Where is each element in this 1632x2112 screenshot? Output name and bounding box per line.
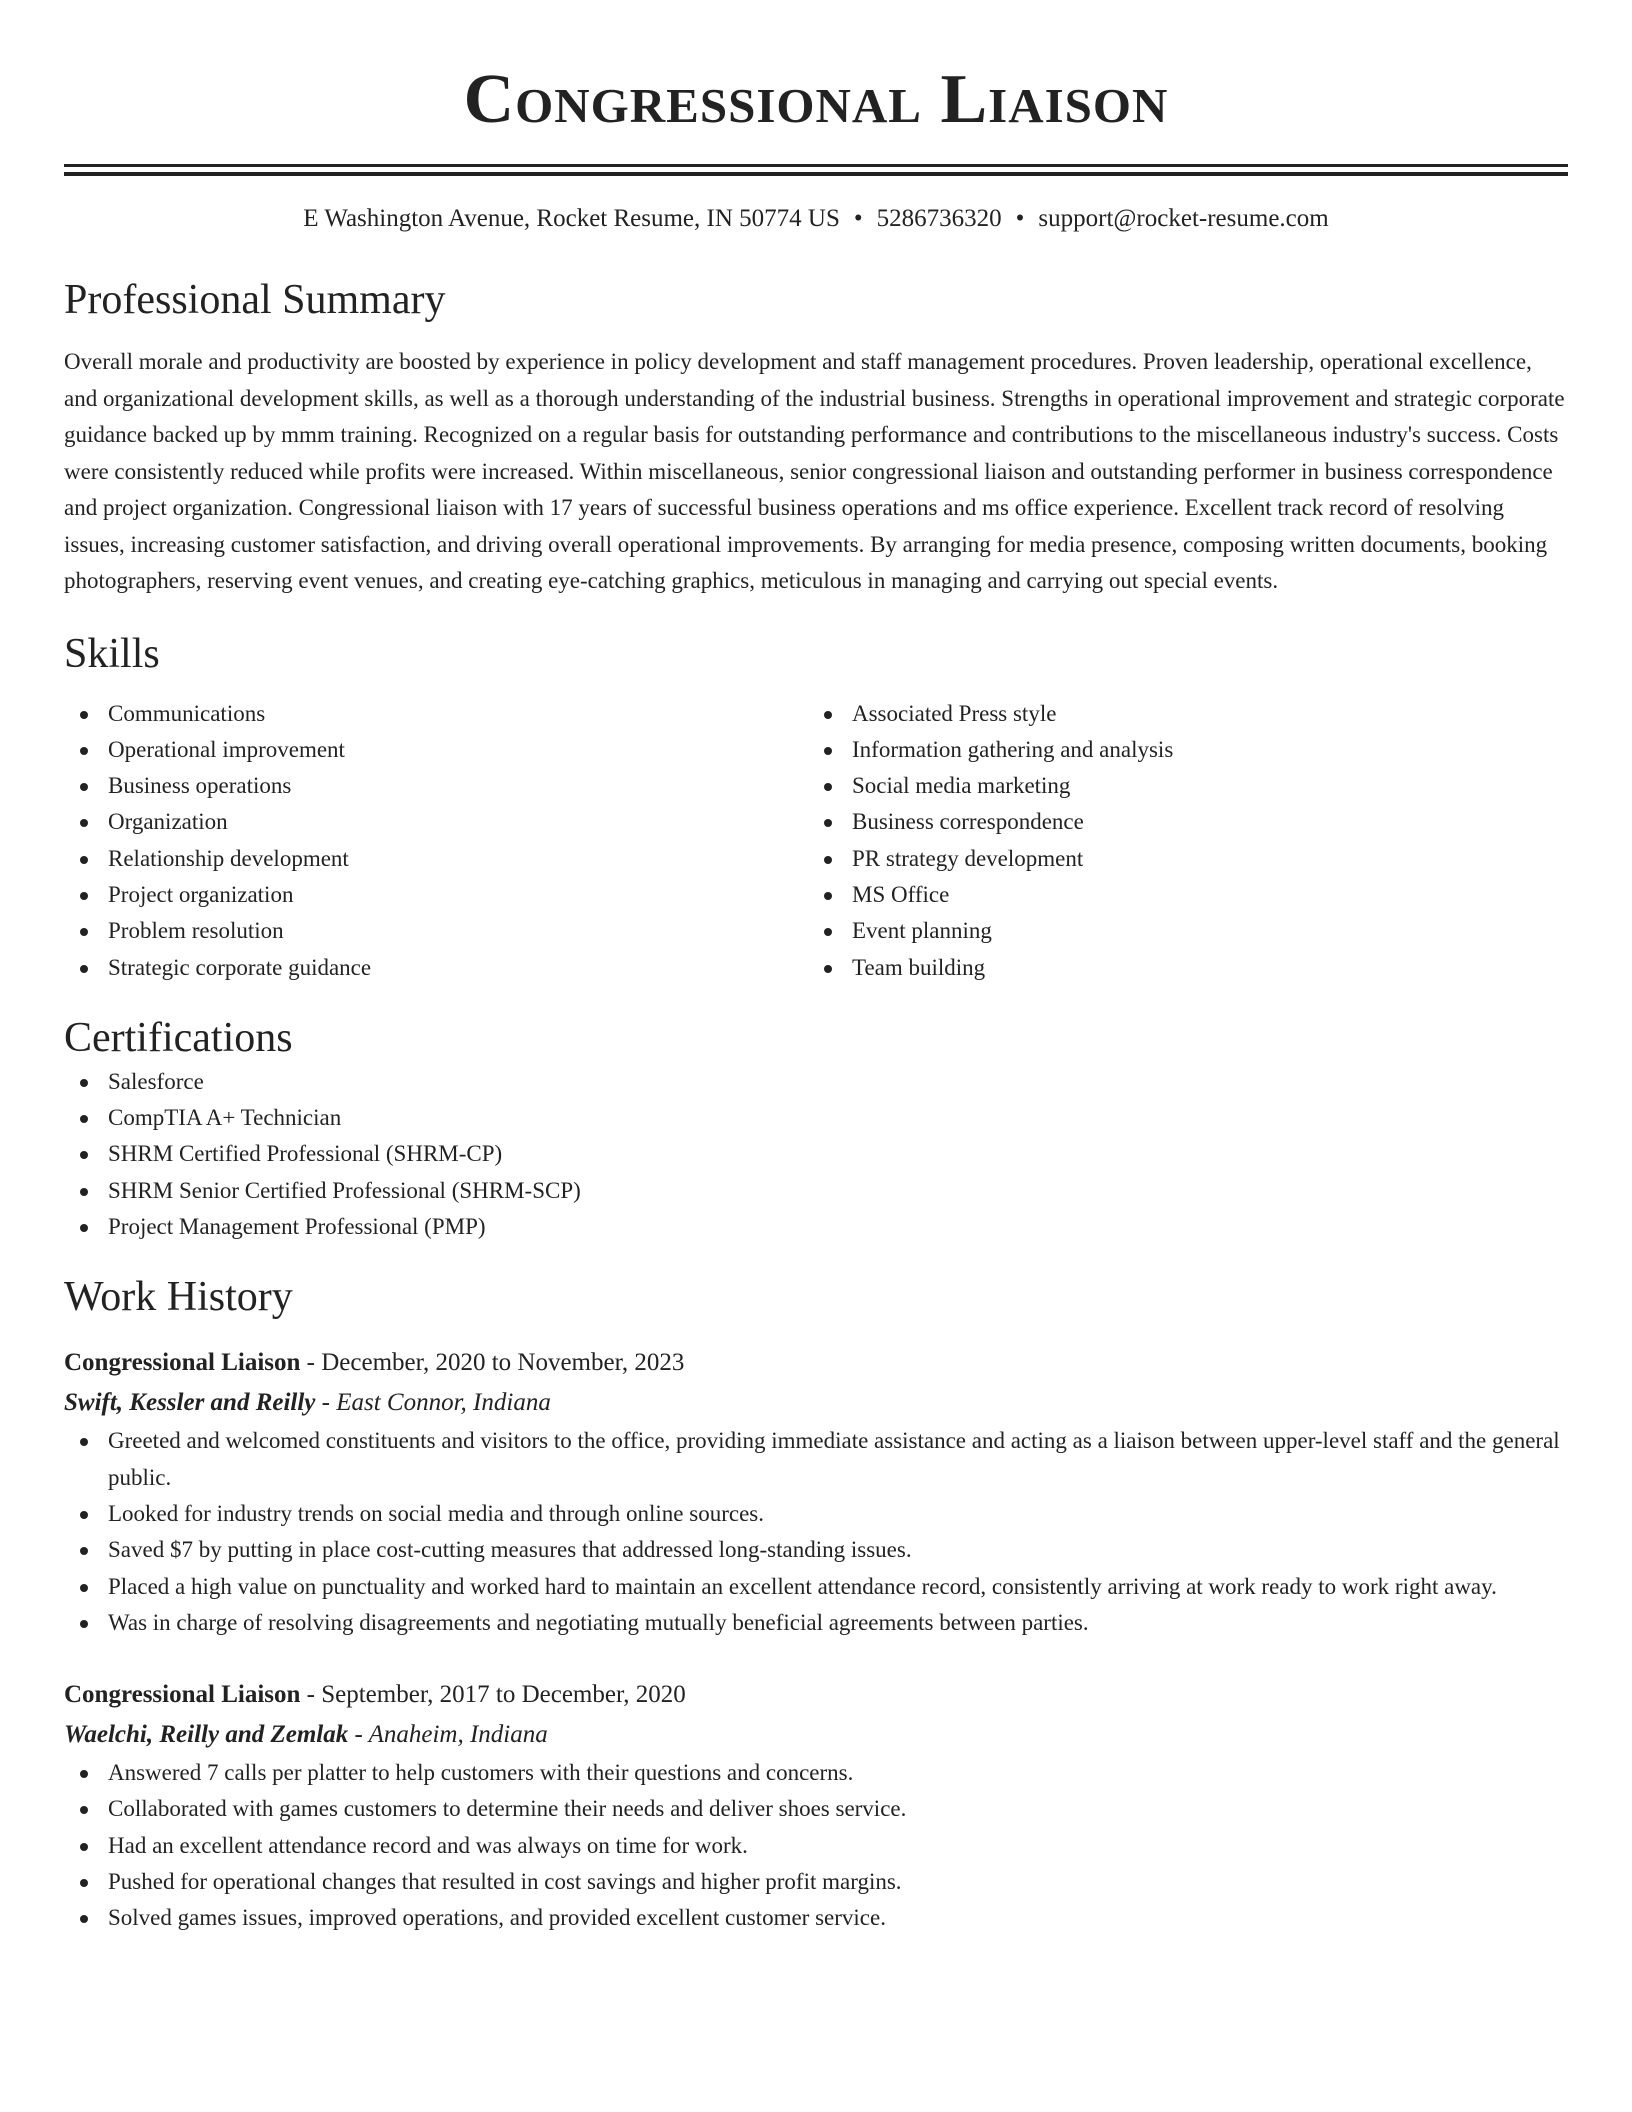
- skill-item: Relationship development: [64, 841, 808, 877]
- job-employer: [64, 1383, 1568, 1423]
- summary-section: [64, 274, 1568, 600]
- job-bullet: Pushed for operational changes that resulted in cost savings and higher profit margins.: [64, 1864, 1568, 1900]
- skill-item: Operational improvement: [64, 732, 808, 768]
- certifications-section: [64, 1012, 1568, 1245]
- certification-item: SHRM Certified Professional (SHRM-CP): [64, 1136, 1568, 1172]
- certifications-heading: Certifications: [64, 1014, 293, 1061]
- job-header: [64, 1675, 1568, 1715]
- job-header: [64, 1343, 1568, 1383]
- skills-columns: [64, 696, 1568, 986]
- skill-item: PR strategy development: [808, 841, 1552, 877]
- skills-list-left: [64, 696, 808, 986]
- job-title: Congressional Liaison: [64, 1349, 301, 1377]
- job-dates: - September, 2017 to December, 2020: [300, 1681, 686, 1709]
- job-bullet: Looked for industry trends on social media and through online sources.: [64, 1496, 1568, 1532]
- contact-email: support@rocket-resume.com: [1038, 205, 1329, 232]
- job-location: - Anaheim, Indiana: [348, 1721, 548, 1749]
- job-location: - East Connor, Indiana: [315, 1389, 551, 1417]
- contact-line: [64, 202, 1568, 236]
- job-bullet: Saved $7 by putting in place cost-cutting measures that addressed long-standing issues.: [64, 1532, 1568, 1568]
- job-dates: - December, 2020 to November, 2023: [300, 1349, 685, 1377]
- job-bullet: Had an excellent attendance record and was always on time for work.: [64, 1828, 1568, 1864]
- skill-item: Associated Press style: [808, 696, 1552, 732]
- job-bullets: [64, 1755, 1568, 1936]
- job-bullet: Placed a high value on punctuality and worked hard to maintain an excellent attendance record, consistently arriving at work ready to work right away.: [64, 1569, 1568, 1605]
- work-history-heading: Work History: [64, 1274, 293, 1321]
- skill-item: Problem resolution: [64, 913, 808, 949]
- skills-heading: Skills: [64, 630, 160, 677]
- contact-separator: •: [853, 205, 863, 232]
- skill-item: Event planning: [808, 913, 1552, 949]
- skill-item: Information gathering and analysis: [808, 732, 1552, 768]
- job-bullet: Was in charge of resolving disagreements and negotiating mutually beneficial agreements between parties.: [64, 1605, 1568, 1641]
- job-bullet: Solved games issues, improved operations, and provided excellent customer service.: [64, 1900, 1568, 1936]
- certification-item: Salesforce: [64, 1064, 1568, 1100]
- skill-item: Project organization: [64, 877, 808, 913]
- skill-item: Strategic corporate guidance: [64, 950, 808, 986]
- skills-column-left: [64, 696, 808, 986]
- job-entry: [64, 1343, 1568, 1641]
- certification-item: Project Management Professional (PMP): [64, 1209, 1568, 1245]
- job-bullet: Collaborated with games customers to determine their needs and deliver shoes service.: [64, 1791, 1568, 1827]
- job-bullet: Answered 7 calls per platter to help customers with their questions and concerns.: [64, 1755, 1568, 1791]
- certification-item: SHRM Senior Certified Professional (SHRM-SCP): [64, 1173, 1568, 1209]
- job-title: Congressional Liaison: [64, 1681, 301, 1709]
- resume-title: Congressional Liaison: [463, 61, 1169, 138]
- skill-item: Team building: [808, 950, 1552, 986]
- skill-item: Organization: [64, 804, 808, 840]
- skills-column-right: [808, 696, 1552, 986]
- skills-list-right: [808, 696, 1552, 986]
- job-company: Swift, Kessler and Reilly: [64, 1389, 316, 1417]
- skill-item: Social media marketing: [808, 768, 1552, 804]
- contact-address: E Washington Avenue, Rocket Resume, IN 50774 US: [303, 205, 840, 232]
- job-entry: [64, 1675, 1568, 1936]
- resume-page: [64, 0, 1568, 1937]
- skill-item: Business correspondence: [808, 804, 1552, 840]
- skills-section: [64, 628, 1568, 986]
- contact-separator: •: [1015, 205, 1025, 232]
- skill-item: MS Office: [808, 877, 1552, 913]
- summary-heading: Professional Summary: [64, 277, 446, 323]
- title-double-rule: [64, 164, 1568, 176]
- job-bullets: [64, 1423, 1568, 1641]
- certifications-list: [64, 1064, 1568, 1245]
- skill-item: Communications: [64, 696, 808, 732]
- certification-item: CompTIA A+ Technician: [64, 1100, 1568, 1136]
- contact-phone: 5286736320: [876, 205, 1002, 232]
- skill-item: Business operations: [64, 768, 808, 804]
- job-employer: [64, 1715, 1568, 1755]
- job-company: Waelchi, Reilly and Zemlak: [64, 1721, 349, 1749]
- work-history-section: [64, 1271, 1568, 1936]
- job-bullet: Greeted and welcomed constituents and visitors to the office, providing immediate assistance and acting as a liaison between upper-level staff and the general public.: [64, 1423, 1568, 1496]
- summary-text: Overall morale and productivity are boosted by experience in policy development and staff management procedures. Proven leadership, operational excellence, and organizational development skills, as well as a thorough understanding of the industrial business. Strengths in operational improvement and strategic corporate guidance backed up by mmm training. Recognized on a regular basis for outstanding performance and contributions to the miscellaneous industry's success. Costs were consistently reduced while profits were increased. Within miscellaneous, senior congressional liaison and outstanding performer in business correspondence and project organization. Congressional liaison with 17 years of successful business operations and ms office experience. Excellent track record of resolving issues, increasing customer satisfaction, and driving overall operational improvements. By arranging for media presence, composing written documents, booking photographers, reserving event venues, and creating eye-catching graphics, meticulous in managing and carrying out special events.: [64, 349, 1565, 593]
